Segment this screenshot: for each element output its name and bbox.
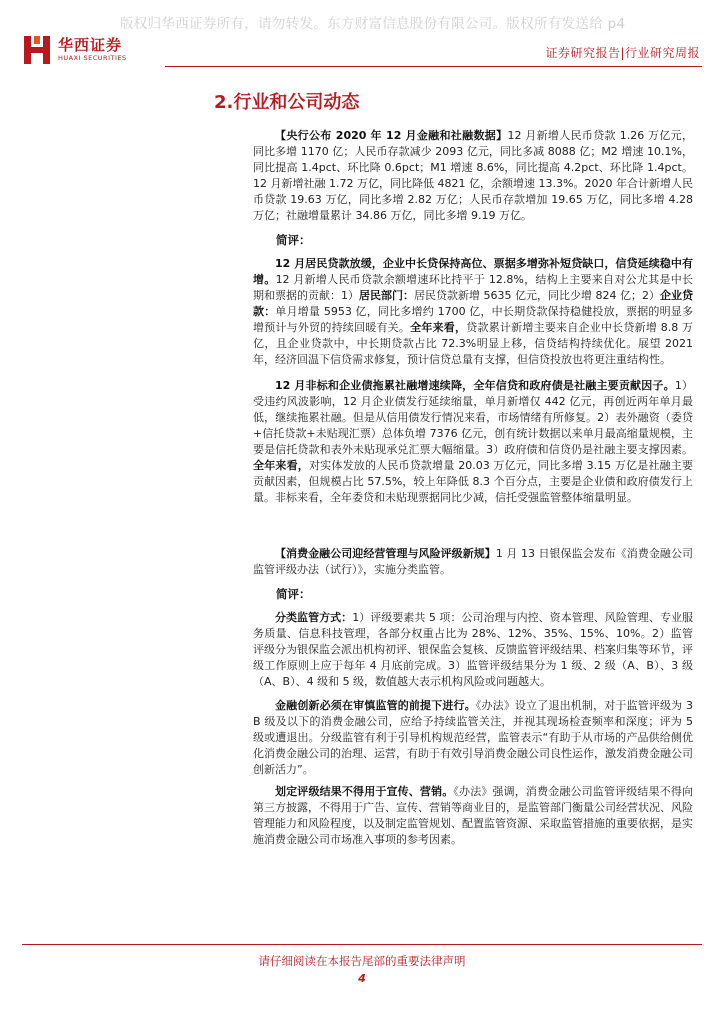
footer-divider [22,944,702,945]
body-text: 12 月新增人民币贷款余额增速环比持平于 12.8%，结构上主要来自对公尤其是中长期和票据的贡献：1） [253,273,693,302]
body-text: 单月增量 5953 亿，同比多增约 1700 亿，中长期贷款保持稳健投放，票据的明显多增预计与外贸的持续回暖有关。 [253,305,693,334]
comment-label: 简评： [276,587,311,601]
bold-phrase: 12 月居民贷款放缓，企业中长贷保持高位、票据多增弥补短贷缺口，信贷延续稳中有增。 [253,257,693,286]
body-text: 对实体发放的人民币贷款增量 20.03 万亿元，同比多增 3.15 万亿是社融主要贡献因素，但规模占比 57.5%，较上年降低 8.3 个百分点，主要是企业债和政府债发行上量。非标来看，全年委贷和未贴现票据同比少减，信托受强监管整体缩量明显。 [253,459,694,504]
news-paragraph-financing-data [253,128,693,224]
bold-phrase: 企业贷款： [253,289,694,318]
body-text: 《办法》设立了退出机制，对于监管评级为 3B 级及以下的消费金融公司，应给予持续监管关注，并视其现场检查频率和深度；评为 5 级或遭退出。分级监管有利于引导机构规范经营，监管表示“有助于从市场的产品供给侧优化消费金融公司的治理、运营，有助于有效引导消费金融公司良性运作，激发消费金融公司创新活力”。 [253,699,693,776]
comment-label: 简评： [276,233,311,247]
analysis-paragraph-disclosure [253,784,693,848]
logo-text-en: HUAXI SECURITIES [58,54,127,62]
body-text: 1）评级要素共 5 项：公司治理与内控、资本管理、风险管理、专业服务质量、信息科技管理，各部分权重占比为 28%、12%、35%、15%、10%。2）监管评级分为银保监会派出机构初评、银保监会复核、反馈监管评级结果、档案归集等环节，评级工作原则上应于每年 4 月底前完成。3）监管评级结果分为 1 级、2 级（A、B）、3 级（A、B）、4 级和 5 级，数值越大表示机构风险或问题越大。 [253,611,693,688]
bold-phrase: 全年来看， [410,321,467,334]
legal-notice-footer: 请仔细阅读在本报告尾部的重要法律声明 [258,954,466,968]
analysis-paragraph-loans [253,256,693,368]
section-title: 2.行业和公司动态 [214,92,360,113]
body-text: 《办法》强调，消费金融公司监管评级结果不得向第三方披露，不得用于广告、宣传、营销等商业目的，是监管部门衡量公司经营状况、风险管理能力和风险程度，以及制定监管规划、配置监管资源、采取监管措施的重要依据，是实施消费金融公司市场准入事项的参考因素。 [253,785,694,846]
body-text: 贷款累计新增主要来自企业中长贷新增 8.8 万亿，且企业贷款中，中长期贷款占比 72.3%明显上移，信贷结构持续优化。展望 2021 年，经济回温下信贷需求修复，预计信贷总量有支撑，但信贷投放也将更注重结构性。 [253,321,694,366]
body-text: 居民贷款新增 5635 亿元，同比少增 824 亿；2） [414,289,661,302]
logo-text-cn: 华西证券 [58,36,123,54]
analysis-paragraph-social-financing [253,378,693,506]
news-paragraph-consumer-finance [253,546,693,578]
analysis-paragraph-classification [253,610,693,690]
news-headline: 【消费金融公司迎经营管理与风险评级新规】 [275,547,496,560]
bold-phrase: 全年来看， [253,459,309,472]
analysis-paragraph-innovation [253,698,693,778]
news-body: 1 月 13 日银保监会发布《消费金融公司监管评级办法（试行）》，实施分类监管。 [253,547,694,576]
news-headline: 【央行公布 2020 年 12 月金融和社融数据】 [275,129,508,142]
header-divider [165,66,702,67]
huaxi-logo-icon [22,34,52,66]
company-logo [22,34,162,68]
main-content [253,128,693,848]
watermark: 版权归华西证券所有，请勿转发。东方财富信息股份有限公司。版权所有发送给 p4 [120,16,626,32]
bold-phrase: 划定评级结果不得用于宣传、营销。 [275,785,454,798]
bold-phrase: 分类监管方式： [275,611,353,624]
body-text: 1）受违约风波影响，12 月企业债发行延续缩量，单月新增仅 442 亿元，再创近两年单月最低，继续拖累社融。但是从信用债发行情况来看，市场情绪有所修复。2）表外融资（委贷+信托贷款+未贴现汇票）总体负增 7376 亿元，创有统计数据以来单月最高缩量规模，主要是信托贷款和表外未贴现承兑汇票大幅缩量。3）政府债和信贷仍是社融主要支撑因素。 [253,379,694,456]
report-type-header: 证券研究报告|行业研究周报 [545,46,700,60]
bold-phrase: 12 月非标和企业债拖累社融增速续降，全年信贷和政府债是社融主要贡献因子。 [275,379,675,392]
bold-phrase: 金融创新必须在审慎监管的前提下进行。 [275,699,476,712]
page-number: 4 [358,972,366,985]
news-body: 12 月新增人民币贷款 1.26 万亿元，同比多增 1170 亿；人民币存款减少 2093 亿元，同比多减 8088 亿；M2 增速 10.1%，同比提高 1.4pct、环比降 0.6pct；M1 增速 8.6%，同比提高 4.2pct、环比降 1.4pct。12 月新增社融 1.72 万亿，同比降低 4821 亿，余额增速 13.3%。2020 年合计新增人民币贷款 19.63 万亿，同比多增 2.82 万亿；人民币存款增加 19.65 万亿，同比多增 4.28 万亿；社融增量累计 34.86 万亿，同比多增 9.19 万亿。 [253,129,693,222]
bold-phrase: 居民部门： [359,289,415,302]
